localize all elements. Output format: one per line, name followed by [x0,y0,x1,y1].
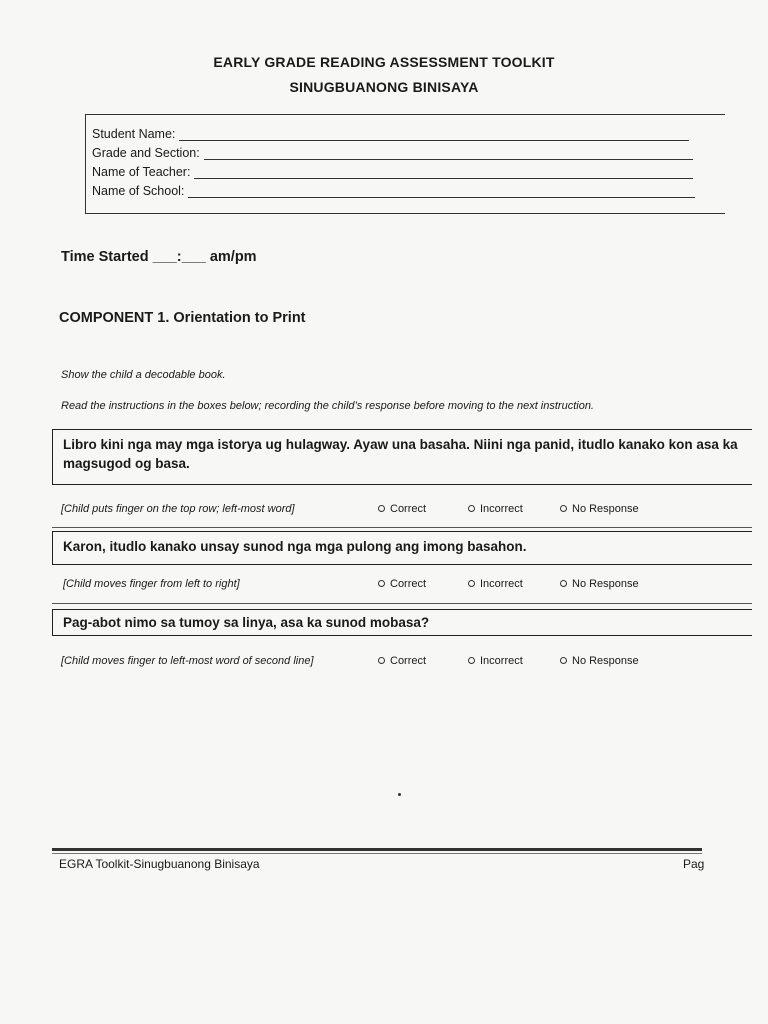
item-1-prompt: Libro kini nga may mga istorya ug hulagway. Ayaw una basaha. Niini nga panid, itudlo kanako kon asa ka magsugod og basa. [52,429,752,485]
item-3-incorrect-option[interactable]: Incorrect [468,655,523,667]
time-started: Time Started ___:___ am/pm [61,249,257,265]
student-info-box [85,114,725,214]
item-2-expected: [Child moves finger from left to right] [63,578,240,590]
footer-rule [52,848,702,851]
radio-icon [560,505,567,512]
teacher-field[interactable] [194,166,693,179]
grade-section-row [92,146,693,160]
radio-icon [560,580,567,587]
grade-section-field[interactable] [204,147,693,160]
item-3-no-response-option[interactable]: No Response [560,655,639,667]
item-2-incorrect-option[interactable]: Incorrect [468,578,523,590]
student-name-row [92,127,689,141]
separator-line [52,527,752,528]
item-3-correct-option[interactable]: Correct [378,655,426,667]
document-subtitle: SINUGBUANONG BINISAYA [289,79,479,95]
footer-rule-thin [52,853,702,854]
teacher-row [92,165,693,179]
item-2-no-response-option[interactable]: No Response [560,578,639,590]
footer-page: Pag [683,857,705,871]
radio-icon [468,580,475,587]
student-name-field[interactable] [179,128,689,141]
radio-icon [560,657,567,664]
item-2-correct-option[interactable]: Correct [378,578,426,590]
item-1-correct-option[interactable]: Correct [378,503,426,515]
item-2-prompt: Karon, itudlo kanako unsay sunod nga mga pulong ang imong basahon. [52,531,752,565]
item-1-expected: [Child puts finger on the top row; left-most word] [61,503,295,515]
grade-section-label: Grade and Section: [92,146,200,160]
component-title: COMPONENT 1. Orientation to Print [59,310,306,326]
item-1-no-response-option[interactable]: No Response [560,503,639,515]
school-field[interactable] [188,185,695,198]
stray-dot [398,793,401,796]
school-label: Name of School: [92,184,185,198]
radio-icon [378,580,385,587]
radio-icon [378,505,385,512]
instruction-read: Read the instructions in the boxes below; recording the child’s response before moving to the next instruction. [61,400,594,412]
footer-text: EGRA Toolkit-Sinugbuanong Binisaya [59,857,260,871]
radio-icon [468,657,475,664]
radio-icon [468,505,475,512]
radio-icon [378,657,385,664]
instruction-show: Show the child a decodable book. [61,369,226,381]
teacher-label: Name of Teacher: [92,165,191,179]
item-3-prompt: Pag-abot nimo sa tumoy sa linya, asa ka sunod mobasa? [52,609,752,636]
student-name-label: Student Name: [92,127,176,141]
document-title: EARLY GRADE READING ASSESSMENT TOOLKIT [213,54,555,70]
separator-line [52,603,752,604]
item-1-incorrect-option[interactable]: Incorrect [468,503,523,515]
school-row [92,184,695,198]
item-3-expected: [Child moves finger to left-most word of second line] [61,655,314,667]
